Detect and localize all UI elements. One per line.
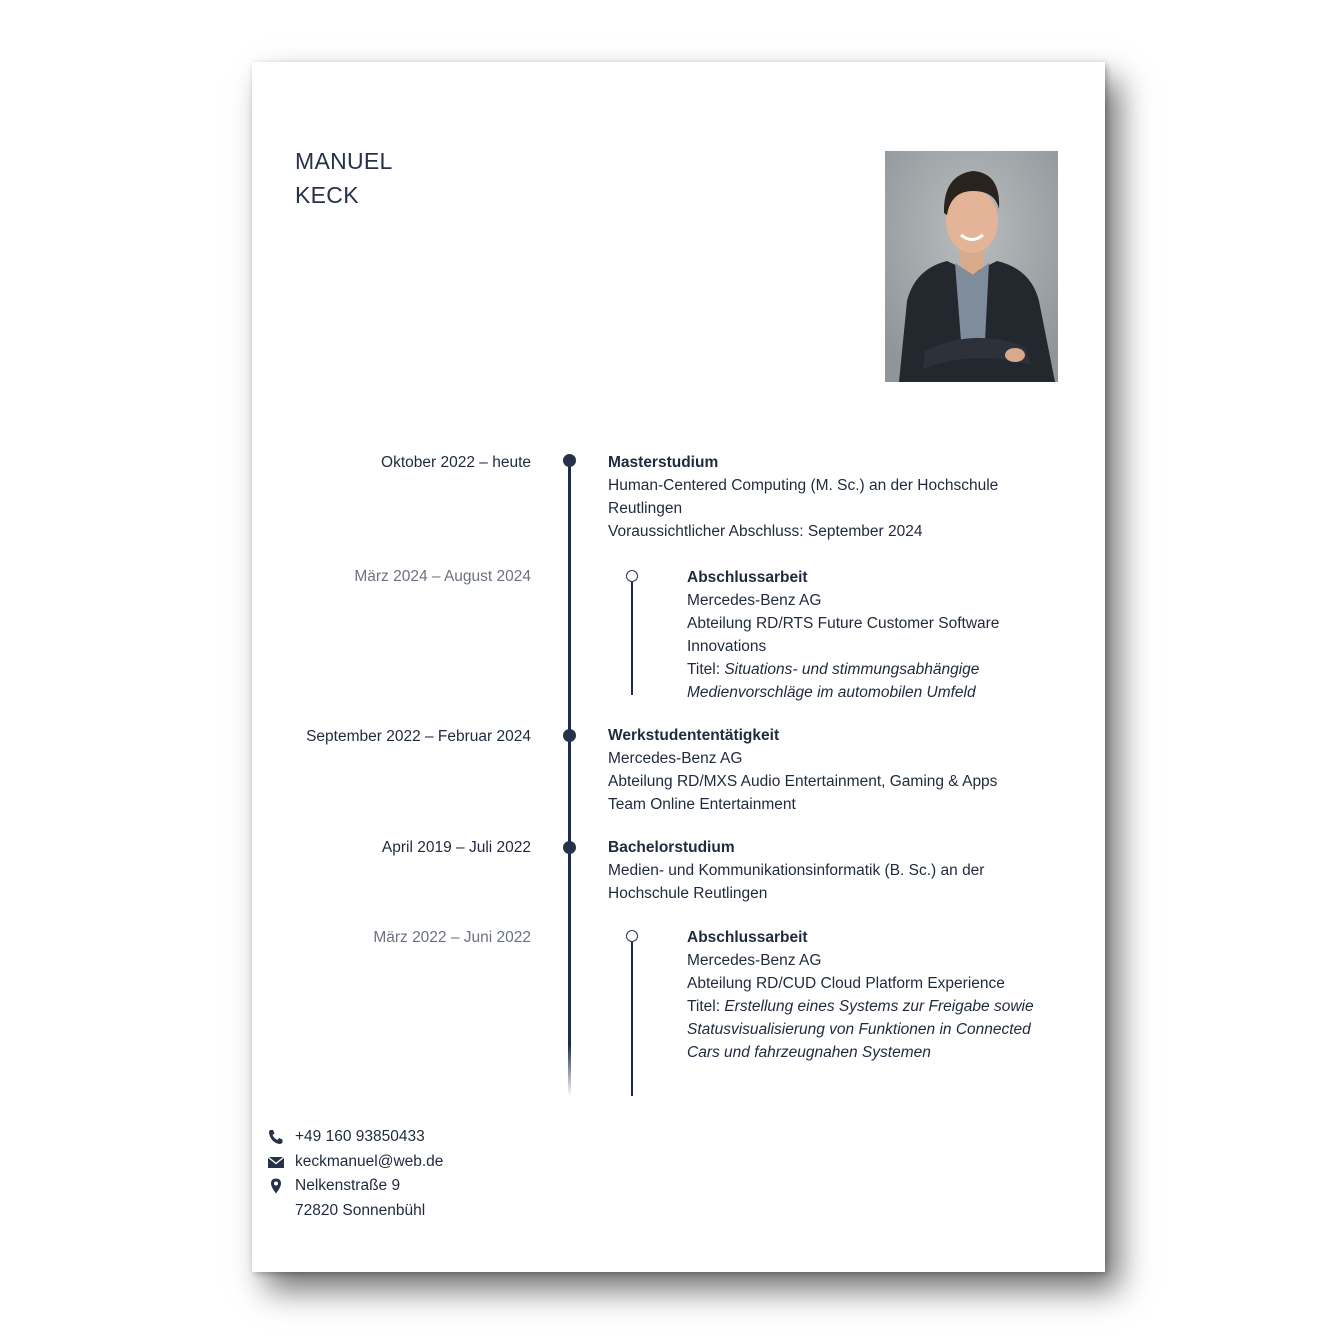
profile-photo: [885, 151, 1058, 382]
thesis-title-line: [687, 1041, 1034, 1064]
entry-line: Reutlingen: [608, 500, 683, 517]
date-bachelor-thesis: März 2022 – Juni 2022: [373, 929, 531, 946]
entry-line: Team Online Entertainment: [608, 796, 796, 813]
thesis-title: Statusvisualisierung von Funktionen in Connected: [687, 1021, 1031, 1038]
thesis-title: Cars und fahrzeugnahen Systemen: [687, 1044, 931, 1061]
entry-line: Mercedes-Benz AG: [608, 750, 743, 767]
thesis-title-line: [687, 681, 999, 704]
contact-city: [267, 1199, 443, 1224]
entry-title: Abschlussarbeit: [687, 569, 808, 586]
entry-line: Voraussichtlicher Abschluss: September 2024: [608, 523, 923, 540]
entry-line: Abteilung RD/CUD Cloud Platform Experience: [687, 975, 1005, 992]
date-masters: Oktober 2022 – heute: [381, 454, 531, 471]
contact-email[interactable]: [267, 1150, 443, 1175]
entry-line: Abteilung RD/RTS Future Customer Software: [687, 615, 1000, 632]
applicant-name: [295, 144, 393, 212]
date-bachelor: April 2019 – Juli 2022: [381, 839, 531, 856]
entry-line: Mercedes-Benz AG: [687, 592, 822, 609]
thesis-title: Situations- und stimmungsabhängige: [724, 661, 980, 678]
map-pin-icon: [267, 1178, 285, 1194]
entry-masters-thesis: [687, 566, 999, 704]
thesis-title: Medienvorschläge im automobilen Umfeld: [687, 684, 976, 701]
entry-bachelor: [608, 836, 984, 905]
thesis-prefix: Titel:: [687, 998, 725, 1015]
thesis-title: Erstellung eines Systems zur Freigabe sowie: [724, 998, 1034, 1015]
timeline-sub-line-masters-thesis: [631, 582, 633, 695]
entry-title: Masterstudium: [608, 454, 719, 471]
thesis-title-line: [687, 995, 1034, 1018]
email-address: keckmanuel@web.de: [295, 1152, 444, 1170]
timeline-ring-masters-thesis: [626, 570, 638, 582]
timeline-dot-working-student: [563, 729, 576, 742]
thesis-title-line: [687, 1018, 1034, 1041]
contact-info: [267, 1125, 443, 1223]
timeline-dot-bachelor: [563, 841, 576, 854]
street-address: Nelkenstraße 9: [295, 1177, 401, 1194]
phone-icon: [267, 1129, 285, 1145]
contact-address[interactable]: [267, 1174, 443, 1199]
timeline-ring-bachelor-thesis: [626, 930, 638, 942]
timeline-sub-line-bachelor-thesis: [631, 942, 633, 1096]
entry-bachelor-thesis: [687, 926, 1034, 1064]
thesis-title-line: [687, 658, 999, 681]
phone-number: +49 160 93850433: [295, 1128, 425, 1145]
entry-working-student: [608, 724, 997, 816]
thesis-prefix: Titel:: [687, 661, 725, 678]
entry-masters: [608, 451, 998, 543]
entry-line: Abteilung RD/MXS Audio Entertainment, Gaming & Apps: [608, 773, 998, 790]
first-name: MANUEL: [295, 148, 393, 174]
entry-line: Hochschule Reutlingen: [608, 885, 768, 902]
date-masters-thesis: März 2024 – August 2024: [354, 568, 531, 585]
entry-line: Human-Centered Computing (M. Sc.) an der Hochschule: [608, 477, 999, 494]
entry-title: Werkstudententätigkeit: [608, 727, 780, 744]
date-working-student: September 2022 – Februar 2024: [306, 728, 531, 745]
cv-page: [252, 62, 1105, 1272]
timeline-dot-masters: [563, 454, 576, 467]
entry-line: Medien- und Kommunikationsinformatik (B. Sc.) an der: [608, 862, 985, 879]
mail-icon: [267, 1154, 285, 1170]
entry-title: Abschlussarbeit: [687, 929, 808, 946]
entry-line: Innovations: [687, 638, 767, 655]
city-address: 72820 Sonnenbühl: [295, 1201, 426, 1219]
entry-line: Mercedes-Benz AG: [687, 952, 822, 969]
timeline-main-line: [568, 460, 571, 1096]
last-name: KECK: [295, 182, 359, 208]
entry-title: Bachelorstudium: [608, 839, 735, 856]
contact-phone[interactable]: [267, 1125, 443, 1150]
